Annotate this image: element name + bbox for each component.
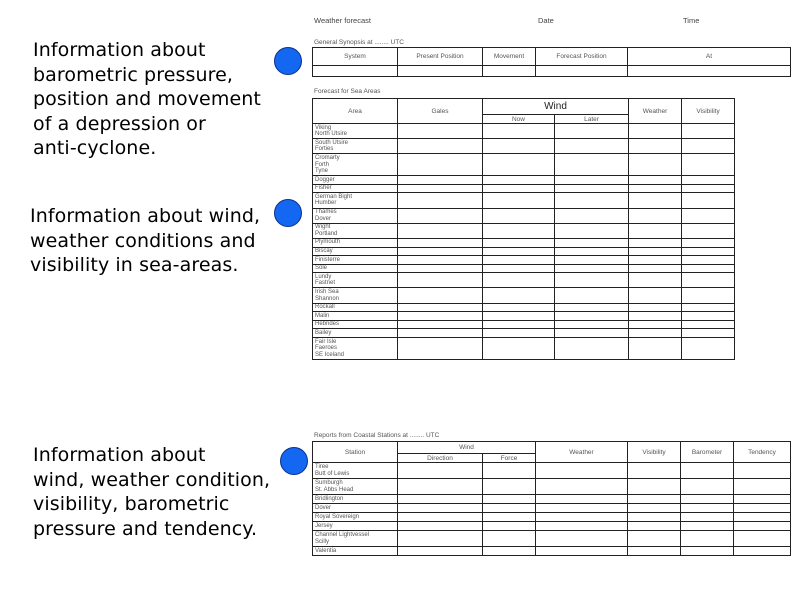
station-label: Scilly [315,538,330,545]
sea-area-cell[interactable] [398,176,483,185]
sea-area-row [313,338,735,360]
col-wind-later: Later [555,115,629,124]
sea-area-cell[interactable] [555,223,629,238]
callout-synopsis [33,38,261,161]
sea-area-cell[interactable] [555,312,629,321]
sea-area-cell[interactable] [629,256,682,265]
marker-dot-coastal [280,447,308,475]
sea-area-cell[interactable] [629,303,682,312]
sea-area-cell[interactable] [629,223,682,238]
sea-area-label: Sole [315,265,328,272]
sea-area-cell[interactable] [483,223,555,238]
station-cell[interactable] [681,463,734,479]
sea-area-label: Wight [315,224,331,231]
sea-area-name [313,273,398,288]
sea-area-name [313,329,398,338]
station-cell[interactable] [734,513,791,522]
station-label: Channel Lightvessel [315,531,370,538]
sea-area-label: Viking [315,124,332,131]
station-row [313,504,791,513]
sea-area-row [313,329,735,338]
station-cell[interactable] [483,522,536,531]
station-cell[interactable] [536,547,628,556]
station-cell[interactable] [681,547,734,556]
sea-area-cell[interactable] [398,273,483,288]
station-name [313,504,398,513]
callout-line: Information about [33,444,206,466]
sea-area-cell[interactable] [682,288,735,303]
station-cell[interactable] [536,495,628,504]
sea-area-cell[interactable] [555,256,629,265]
sea-area-cell[interactable] [555,338,629,360]
marker-dot-sea-areas [274,199,302,227]
sea-area-cell[interactable] [629,338,682,360]
synopsis-cell[interactable] [398,66,483,77]
sea-area-row [313,154,735,176]
sea-area-cell[interactable] [398,124,483,139]
sea-area-cell[interactable] [629,238,682,247]
sea-area-cell[interactable] [555,303,629,312]
station-name [313,479,398,495]
sea-area-cell[interactable] [682,176,735,185]
station-cell[interactable] [398,463,483,479]
sea-area-name [313,247,398,256]
sea-area-name [313,312,398,321]
station-cell[interactable] [398,495,483,504]
col-visibility: Visibility [628,442,681,463]
callout-line: visibility, barometric [33,493,230,515]
sea-area-cell[interactable] [555,288,629,303]
sea-area-name [313,124,398,139]
station-row [313,479,791,495]
sea-areas-title: Forecast for Sea Areas [314,88,381,95]
sea-area-cell[interactable] [682,320,735,329]
station-row [313,463,791,479]
coastal-stations-table [312,441,791,556]
col-wind: Wind [483,99,629,115]
sea-area-cell[interactable] [682,154,735,176]
sea-area-name [313,320,398,329]
station-cell[interactable] [681,479,734,495]
sea-area-label: Malin [315,312,330,319]
callout-line: Information about wind, [30,205,261,227]
station-cell[interactable] [483,513,536,522]
sea-area-name [313,176,398,185]
synopsis-cell[interactable] [628,66,791,77]
col-station: Station [313,442,398,463]
callout-line: visibility in sea-areas. [30,254,239,276]
sea-area-cell[interactable] [555,238,629,247]
sea-area-cell[interactable] [682,184,735,193]
sea-area-row [313,184,735,193]
sea-area-cell[interactable] [682,338,735,360]
sea-area-name [313,264,398,273]
station-name [313,495,398,504]
station-label: Sumburgh [315,479,343,486]
station-name [313,463,398,479]
sea-area-cell[interactable] [682,273,735,288]
station-cell[interactable] [483,479,536,495]
sea-area-cell[interactable] [398,312,483,321]
sea-area-cell[interactable] [629,154,682,176]
sea-area-cell[interactable] [398,208,483,223]
sea-area-cell[interactable] [682,238,735,247]
sea-area-name [313,303,398,312]
sea-area-label: Fisher [315,185,332,192]
col-direction: Direction [398,454,483,463]
sea-area-cell[interactable] [483,208,555,223]
sea-area-row [313,264,735,273]
station-cell[interactable] [628,463,681,479]
col-force: Force [483,454,536,463]
station-cell[interactable] [734,463,791,479]
sea-area-cell[interactable] [629,193,682,208]
sea-area-cell[interactable] [555,247,629,256]
callout-line: Information about [33,39,206,61]
sea-area-cell[interactable] [555,208,629,223]
sea-area-name [313,208,398,223]
station-cell[interactable] [483,547,536,556]
station-cell[interactable] [734,522,791,531]
sea-area-label: Fastnet [315,280,336,287]
sea-area-cell[interactable] [398,320,483,329]
station-cell[interactable] [681,522,734,531]
sea-area-label: German Bight [315,193,353,200]
synopsis-cell[interactable] [483,66,536,77]
sea-area-cell[interactable] [629,320,682,329]
station-cell[interactable] [536,522,628,531]
sea-area-label: Cromarty [315,155,340,162]
sea-area-cell[interactable] [629,273,682,288]
time-label: Time [683,16,700,25]
col-forecast-position: Forecast Position [536,48,628,66]
sea-area-cell[interactable] [629,208,682,223]
callout-line: barometric pressure, [33,63,234,86]
col-wind: Wind [398,442,536,454]
col-weather: Weather [536,442,628,463]
station-cell[interactable] [734,479,791,495]
col-gales: Gales [398,99,483,124]
station-label: Dover [315,504,332,511]
sea-areas-table [312,98,735,360]
sea-area-name [313,154,398,176]
sea-area-cell[interactable] [398,223,483,238]
station-cell[interactable] [536,513,628,522]
sea-area-label: South Utsire [315,139,349,146]
callout-line: wind, weather condition, [33,468,271,491]
sea-area-name [313,238,398,247]
sea-area-cell[interactable] [555,329,629,338]
station-label: Tiree [315,463,329,470]
sea-area-row [313,312,735,321]
station-cell[interactable] [734,531,791,547]
sea-area-cell[interactable] [629,329,682,338]
station-row [313,495,791,504]
sea-area-cell[interactable] [682,223,735,238]
sea-area-row [313,139,735,154]
sea-area-cell[interactable] [682,303,735,312]
station-cell[interactable] [734,495,791,504]
sea-area-cell[interactable] [483,256,555,265]
sea-area-name [313,184,398,193]
col-wind-now: Now [483,115,555,124]
station-row [313,513,791,522]
col-system: System [313,48,398,66]
sea-area-cell[interactable] [629,124,682,139]
sea-area-name [313,288,398,303]
sea-area-cell[interactable] [555,184,629,193]
station-name [313,522,398,531]
sea-area-cell[interactable] [398,184,483,193]
synopsis-table [312,47,791,77]
sea-area-cell[interactable] [555,176,629,185]
callout-line: pressure and tendency. [33,517,258,540]
sea-area-cell[interactable] [483,193,555,208]
sea-area-cell[interactable] [682,139,735,154]
station-cell[interactable] [734,547,791,556]
sea-area-cell[interactable] [398,238,483,247]
station-cell[interactable] [483,531,536,547]
sea-area-cell[interactable] [555,139,629,154]
station-name [313,531,398,547]
station-cell[interactable] [628,547,681,556]
sea-area-cell[interactable] [398,193,483,208]
sea-area-row [313,124,735,139]
sea-area-name [313,256,398,265]
sea-area-cell[interactable] [682,312,735,321]
sea-area-label: Thames [315,209,337,216]
synopsis-cell[interactable] [536,66,628,77]
sea-area-cell[interactable] [629,288,682,303]
station-cell[interactable] [536,479,628,495]
station-cell[interactable] [483,495,536,504]
sea-area-cell[interactable] [483,238,555,247]
sea-area-label: Irish Sea [315,289,339,296]
sea-area-cell[interactable] [483,264,555,273]
sea-area-row [313,256,735,265]
station-name [313,513,398,522]
sea-area-cell[interactable] [398,264,483,273]
sea-area-cell[interactable] [555,154,629,176]
sea-area-label: Forties [315,146,334,153]
sea-area-cell[interactable] [483,184,555,193]
col-weather: Weather [629,99,682,124]
sea-area-row [313,176,735,185]
station-cell[interactable] [536,531,628,547]
callout-coastal [33,443,270,541]
station-cell[interactable] [681,513,734,522]
date-label: Date [538,16,554,25]
sea-area-cell[interactable] [483,320,555,329]
sea-area-cell[interactable] [682,329,735,338]
callout-line: anti-cyclone. [33,137,157,159]
sea-area-label: North Utsire [315,131,348,138]
station-cell[interactable] [628,531,681,547]
sea-area-cell[interactable] [629,176,682,185]
station-label: Jersey [315,522,333,529]
sea-area-cell[interactable] [555,264,629,273]
sea-area-cell[interactable] [398,338,483,360]
sea-area-cell[interactable] [682,247,735,256]
station-cell[interactable] [681,504,734,513]
synopsis-title: General Synopsis at ........ UTC [314,39,404,46]
sea-area-cell[interactable] [398,154,483,176]
station-cell[interactable] [628,513,681,522]
station-row [313,547,791,556]
synopsis-cell[interactable] [313,66,398,77]
sea-area-label: Fair Isle [315,338,337,345]
coastal-title: Reports from Coastal Stations at ........ UTC [314,432,440,439]
sea-area-cell[interactable] [682,264,735,273]
sea-area-cell[interactable] [555,193,629,208]
sea-area-row [313,288,735,303]
sea-area-row [313,247,735,256]
station-cell[interactable] [628,479,681,495]
sea-area-cell[interactable] [483,329,555,338]
callout-line: weather conditions and [30,229,256,252]
sea-area-cell[interactable] [483,312,555,321]
sea-area-label: Biscay [315,248,333,255]
sea-area-row [313,208,735,223]
sea-area-label: Dover [315,215,332,222]
sea-area-name [313,338,398,360]
station-cell[interactable] [628,504,681,513]
station-cell[interactable] [734,504,791,513]
station-cell[interactable] [628,522,681,531]
col-area: Area [313,99,398,124]
col-barometer: Barometer [681,442,734,463]
sea-area-label: Tyne [315,168,329,175]
sea-area-cell[interactable] [398,247,483,256]
station-cell[interactable] [398,513,483,522]
sea-area-cell[interactable] [483,139,555,154]
station-cell[interactable] [398,479,483,495]
station-row [313,522,791,531]
sea-area-label: Hebrides [315,321,340,328]
sea-area-cell[interactable] [555,124,629,139]
station-row [313,531,791,547]
col-movement: Movement [483,48,536,66]
sea-area-cell[interactable] [483,176,555,185]
station-cell[interactable] [681,531,734,547]
station-label: Royal Sovereign [315,513,360,520]
sea-area-cell[interactable] [483,338,555,360]
station-cell[interactable] [536,463,628,479]
sea-area-label: Shannon [315,295,340,302]
sea-area-cell[interactable] [483,247,555,256]
station-label: St. Abbs Head [315,486,354,493]
callout-line: of a depression or [33,112,206,135]
station-label: Butt of Lewis [315,470,350,477]
station-name [313,547,398,556]
sea-area-label: Rockall [315,304,335,311]
sea-area-cell[interactable] [398,303,483,312]
sea-area-cell[interactable] [682,256,735,265]
sea-area-cell[interactable] [398,288,483,303]
sea-area-row [313,320,735,329]
sea-area-name [313,139,398,154]
col-visibility: Visibility [682,99,735,124]
col-tendency: Tendency [734,442,791,463]
station-cell[interactable] [398,522,483,531]
station-cell[interactable] [398,504,483,513]
sea-area-row [313,193,735,208]
station-label: Bridlington [315,495,344,502]
sea-area-label: Finisterre [315,256,341,263]
sea-area-label: SE Iceland [315,351,345,358]
station-label: Valentia [315,547,337,554]
sea-area-cell[interactable] [629,247,682,256]
sea-area-cell[interactable] [555,320,629,329]
callout-sea-areas [30,204,260,278]
station-cell[interactable] [483,463,536,479]
sea-area-label: Plymouth [315,239,341,246]
sea-area-row [313,303,735,312]
sea-area-cell[interactable] [682,193,735,208]
sea-area-cell[interactable] [629,264,682,273]
sea-area-cell[interactable] [483,303,555,312]
marker-dot-synopsis [274,47,302,75]
form-title: Weather forecast [314,16,371,25]
station-cell[interactable] [398,531,483,547]
sea-area-cell[interactable] [483,273,555,288]
sea-area-cell[interactable] [555,273,629,288]
sea-area-row [313,238,735,247]
station-cell[interactable] [536,504,628,513]
station-cell[interactable] [398,547,483,556]
sea-area-label: Dogger [315,176,335,183]
sea-area-cell[interactable] [629,312,682,321]
sea-area-name [313,193,398,208]
sea-area-cell[interactable] [483,154,555,176]
station-cell[interactable] [483,504,536,513]
weather-forecast-form [312,12,792,592]
sea-area-cell[interactable] [398,329,483,338]
station-cell[interactable] [681,495,734,504]
sea-area-label: Humber [315,200,337,207]
sea-area-cell[interactable] [629,184,682,193]
sea-area-label: Bailey [315,330,332,336]
sea-area-cell[interactable] [398,256,483,265]
sea-area-cell[interactable] [483,288,555,303]
sea-area-label: Forth [315,161,330,168]
sea-area-label: Lundy [315,273,332,280]
col-present-position: Present Position [398,48,483,66]
callout-line: position and movement [33,88,261,110]
sea-area-cell[interactable] [629,139,682,154]
sea-area-row [313,223,735,238]
sea-area-name [313,223,398,238]
sea-area-row [313,273,735,288]
station-cell[interactable] [628,495,681,504]
sea-area-cell[interactable] [682,208,735,223]
sea-area-label: Faeroes [315,345,338,352]
col-at: At [628,48,791,66]
sea-area-cell[interactable] [483,124,555,139]
sea-area-cell[interactable] [398,139,483,154]
sea-area-label: Portland [315,230,338,237]
sea-area-cell[interactable] [682,124,735,139]
